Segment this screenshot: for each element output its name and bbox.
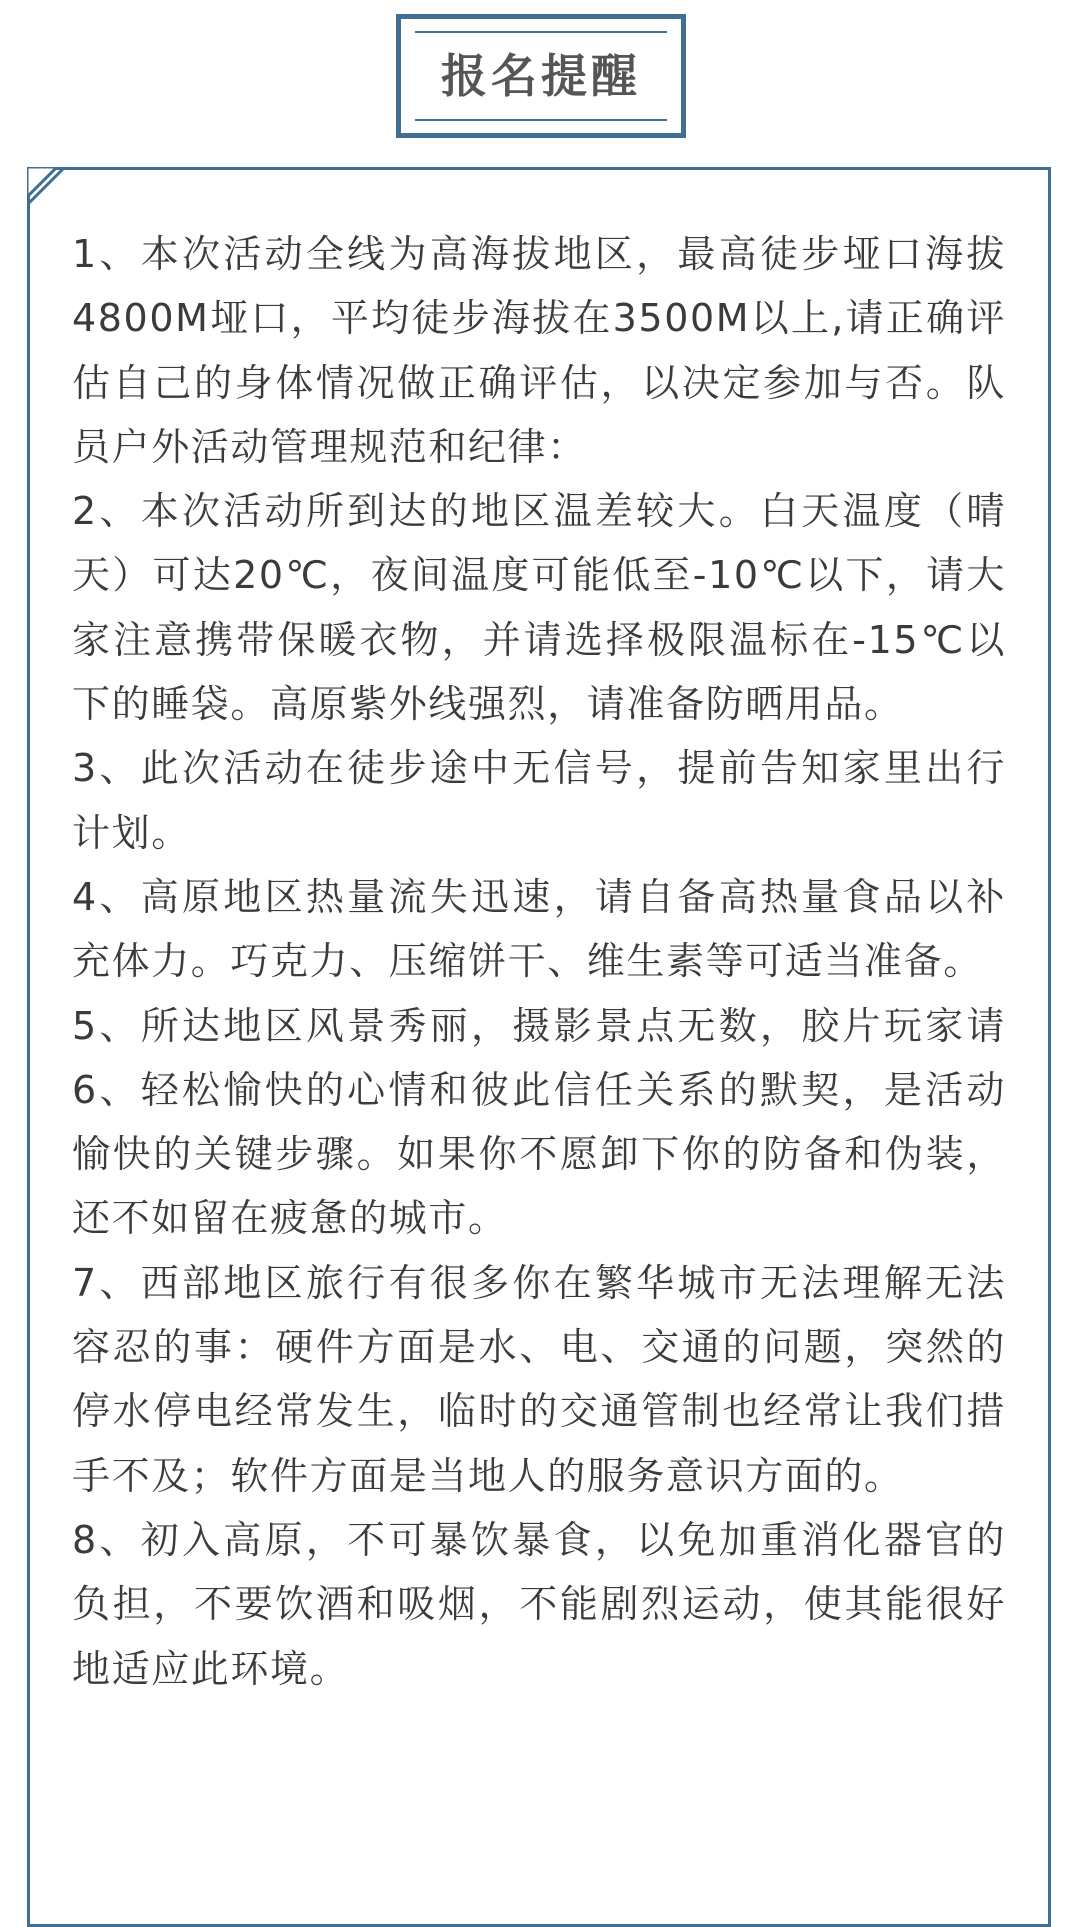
page-title: 报名提醒 (441, 49, 641, 103)
notice-item-4: 4、高原地区热量流失迅速，请自备高热量食品以补充体力。巧克力、压缩饼干、维生素等可适当准备。 (72, 874, 1006, 984)
content-frame (27, 167, 1051, 1927)
notice-item-7: 7、西部地区旅行有很多你在繁华城市无法理解无法容忍的事：硬件方面是水、电、交通的问题，突然的停水停电经常发生，临时的交通管制也经常让我们措手不及；软件方面是当地人的服务意识方面的。 (72, 1260, 1006, 1498)
notice-body (72, 222, 1006, 1701)
title-frame (396, 14, 686, 138)
notice-item-2: 2、本次活动所到达的地区温差较大。白天温度（晴天）可达20℃，夜间温度可能低至-10℃以下，请大家注意携带保暖衣物，并请选择极限温标在-15℃以下的睡袋。高原紫外线强烈，请准备防晒用品。 (72, 489, 1006, 727)
notice-item-8: 8、初入高原，不可暴饮暴食，以免加重消化器官的负担，不要饮酒和吸烟，不能剧烈运动，使其能很好地适应此环境。 (72, 1517, 1006, 1691)
corner-decoration-icon (27, 167, 67, 207)
notice-item-5-6: 5、所达地区风景秀丽，摄影景点无数，胶片玩家请6、轻松愉快的心情和彼此信任关系的默契，是活动愉快的关键步骤。如果你不愿卸下你的防备和伪装，还不如留在疲惫的城市。 (72, 1003, 1006, 1241)
title-inner-frame (415, 31, 667, 121)
notice-item-3: 3、此次活动在徒步途中无信号，提前告知家里出行计划。 (72, 746, 1006, 855)
notice-item-1: 1、本次活动全线为高海拔地区，最高徒步垭口海拔4800M垭口，平均徒步海拔在3500M以上,请正确评估自己的身体情况做正确评估，以决定参加与否。队员户外活动管理规范和纪律： (72, 232, 1006, 469)
